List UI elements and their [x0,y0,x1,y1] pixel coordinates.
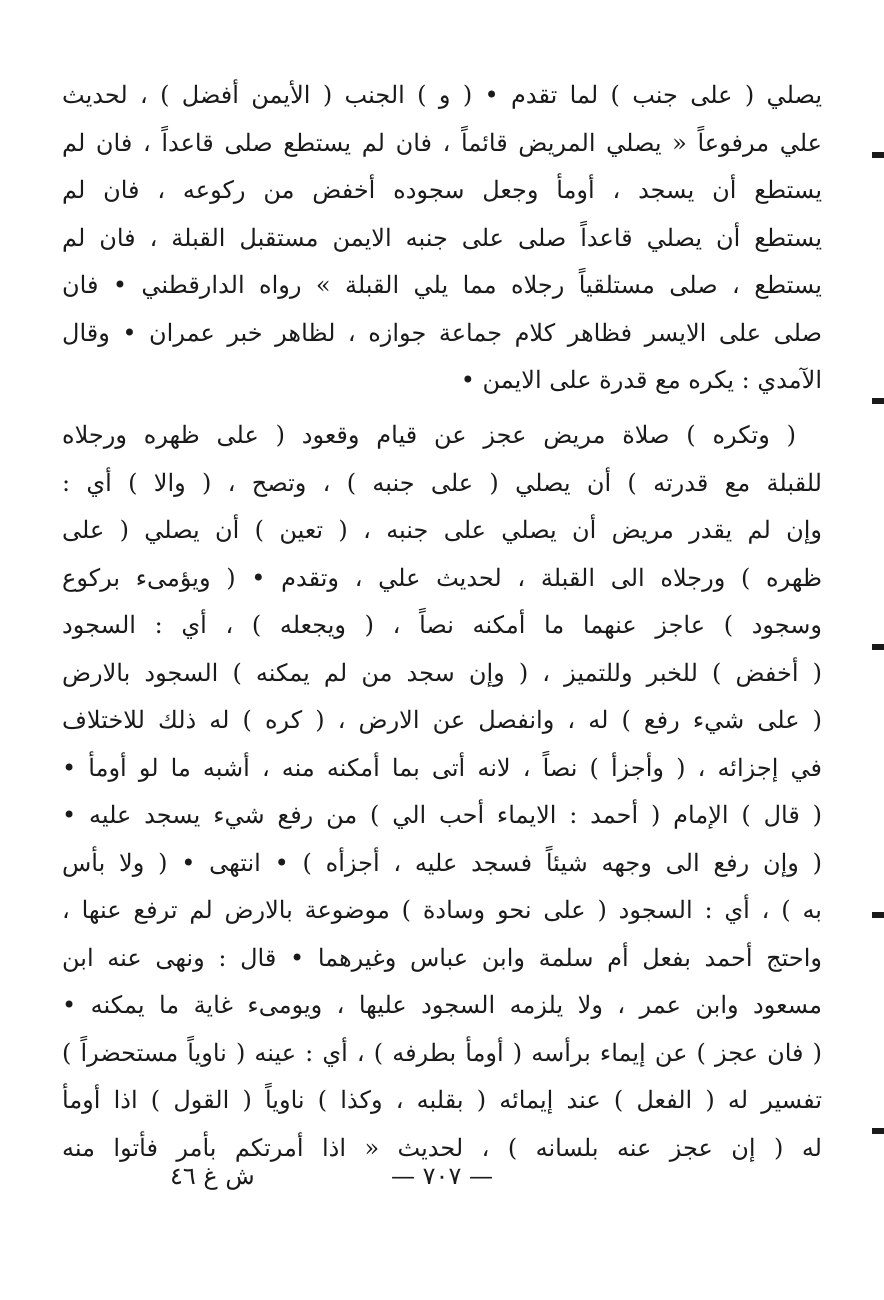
text-line: ( وإن رفع الى وجهه شيئاً فسجد عليه ، أجزأه ) • انتهى • ( ولا بأس [62,848,822,877]
text-line: ظهره ) ورجلاه الى القبلة ، لحديث علي ، وتقدم • ( ويؤمىء بركوع [62,563,822,592]
text-line: في إجزائه ، ( وأجزأ ) نصاً ، لانه أتى بما أمكنه منه ، أشبه ما لو أومأ • [62,753,822,782]
text-line: وسجود ) عاجز عنهما ما أمكنه نصاً ، ( ويجعله ) ، أي : السجود [62,611,822,639]
paragraph-2 [62,412,822,1172]
margin-tick [872,644,884,650]
text-line: يستطع ، صلى مستلقياً رجلاه مما يلي القبلة » رواه الدارقطني • فان [62,271,822,299]
text-line: يصلي ( على جنب ) لما تقدم • ( و ) الجنب ( الأيمن أفضل ) ، لحديث [62,81,822,109]
text-line: وإن لم يقدر مريض أن يصلي على جنبه ، ( تعين ) أن يصلي ( على [62,516,822,544]
text-line: واحتج أحمد بفعل أم سلمة وابن عباس وغيرهما • قال : ونهى عنه ابن [62,943,822,972]
text-line: علي مرفوعاً « يصلي المريض قائماً ، فان لم يستطع صلى قاعداً ، فان لم [62,128,822,157]
text-line: صلى على الايسر فظاهر كلام جماعة جوازه ، لظاهر خبر عمران • وقال [62,318,822,347]
text-line: ( على شيء رفع ) له ، وانفصل عن الارض ، ( كره ) له ذلك للاختلاف [62,706,822,734]
text-line: الآمدي : يكره مع قدرة على الايمن • [460,366,822,394]
paragraph-1 [62,72,822,405]
page-number: — ٧٠٧ — [391,1162,493,1190]
text-line: مسعود وابن عمر ، ولا يلزمه السجود عليها ، ويومىء غاية ما يمكنه • [62,991,822,1019]
text-line: ( فان عجز ) عن إيماء برأسه ( أومأ بطرفه ) ، أي : عينه ( ناوياً مستحضراً ) [62,1038,822,1067]
signature-mark: ش غ ٤٦ [170,1162,255,1190]
margin-tick [872,152,884,158]
text-line: ( أخفض ) للخبر وللتميز ، ( وإن سجد من لم يمكنه ) السجود بالارض [62,658,822,687]
text-line: له ( إن عجز عنه بلسانه ) ، لحديث « اذا أمرتكم بأمر فأتوا منه [62,1133,822,1162]
text-line: يستطع أن يصلي قاعداً صلى على جنبه الايمن مستقبل القبلة ، فان لم [62,223,822,252]
text-line: به ) ، أي : السجود ( على نحو وسادة ) موضوعة بالارض لم ترفع عنها ، [62,896,822,924]
text-line: للقبلة مع قدرته ) أن يصلي ( على جنبه ) ، وتصح ، ( والا ) أي : [62,468,822,497]
text-line: ( قال ) الإمام ( أحمد : الايماء أحب الي ) من رفع شيء يسجد عليه • [62,801,822,829]
page-footer [0,1162,884,1202]
text-line: يستطع أن يسجد ، أومأ وجعل سجوده أخفض من ركوعه ، فان لم [62,176,822,204]
margin-tick [872,912,884,918]
margin-tick [872,398,884,404]
text-line: ( وتكره ) صلاة مريض عجز عن قيام وقعود ( على ظهره ورجلاه [62,421,796,449]
margin-tick [872,1128,884,1134]
text-line: تفسير له ( الفعل ) عند إيمائه ( بقلبه ، وكذا ) ناوياً ( القول ) اذا أومأ [62,1086,822,1114]
